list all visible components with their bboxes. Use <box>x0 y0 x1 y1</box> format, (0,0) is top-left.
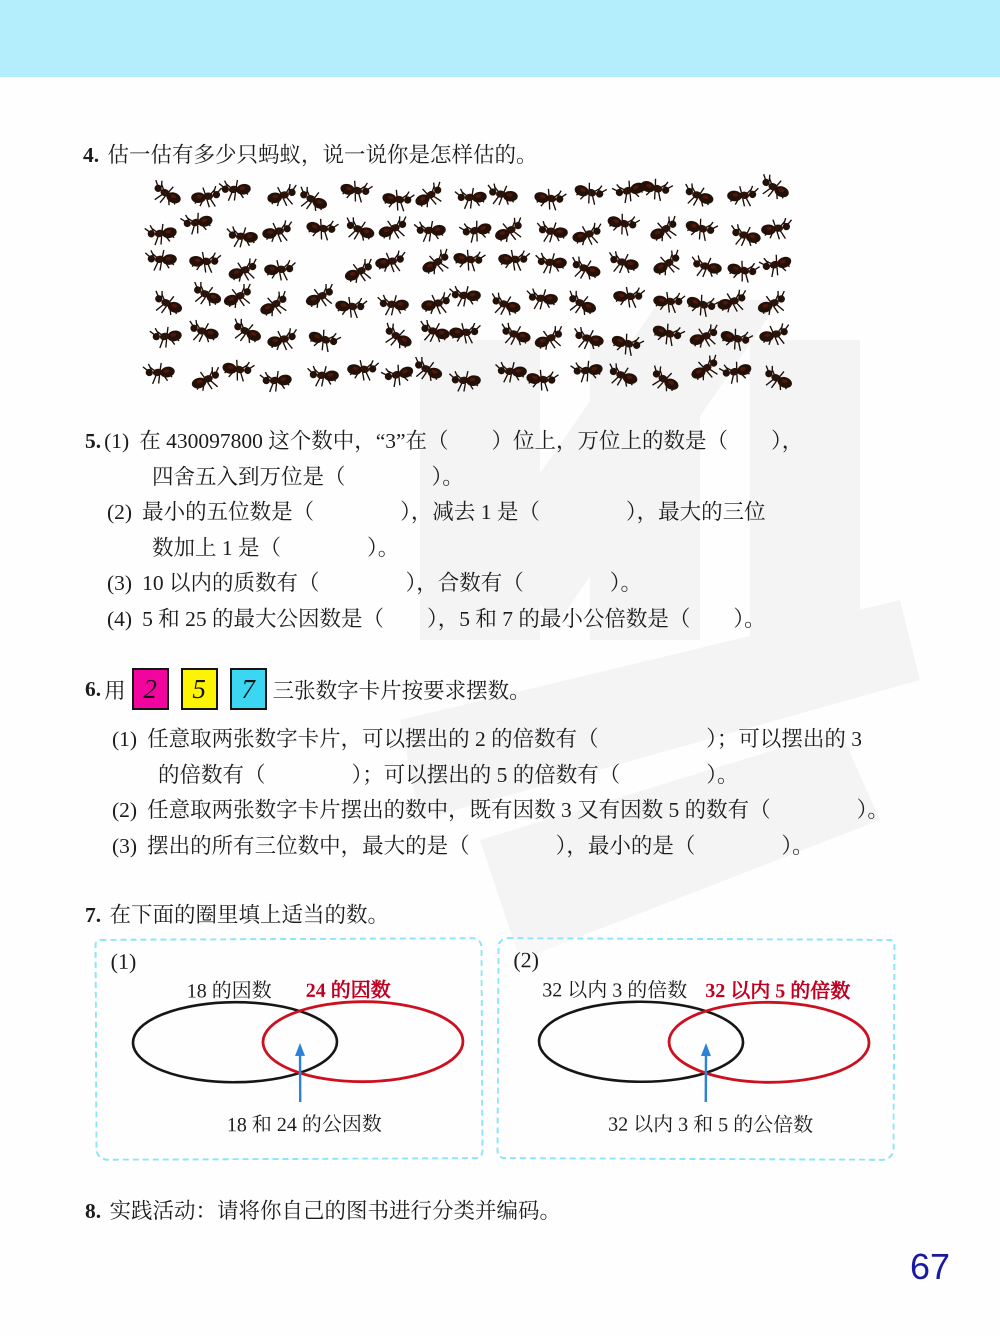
ant-icon <box>139 355 178 389</box>
ant-icon <box>339 213 378 248</box>
ant-icon <box>647 245 689 284</box>
question-6-line: (3) 摆出的所有三位数中，最大的是（ ），最小的是（ ）。 <box>112 833 814 858</box>
ant-icon <box>561 285 602 322</box>
ant-icon <box>535 218 570 247</box>
ant-icon <box>606 324 648 363</box>
ant-icon <box>522 362 562 398</box>
ant-icon <box>565 252 604 286</box>
digit-card-2: 2 <box>132 668 169 710</box>
ant-icon <box>533 248 570 279</box>
question-6-line: 的倍数有（ ）；可以摆出的 5 的倍数有（ ）。 <box>158 762 739 787</box>
ant-icon <box>603 205 645 243</box>
ant-icon <box>145 175 187 213</box>
ant-icon <box>409 177 451 216</box>
ant-icon <box>752 286 792 322</box>
ant-icon <box>602 358 641 393</box>
ant-icon <box>302 320 344 359</box>
ant-icon <box>147 285 188 322</box>
question-6-line: (2) 任意取两张数字卡片摆出的数中，既有因数 3 又有因数 5 的数有（ ）。 <box>112 798 889 823</box>
ant-icon <box>224 222 260 252</box>
ant-icon <box>495 243 533 277</box>
ant-icon <box>643 360 685 399</box>
question-5-line: 数加上 1 是（ ）。 <box>152 535 400 560</box>
ant-icon <box>301 211 342 247</box>
ant-icon <box>254 286 296 324</box>
ant-icon <box>644 211 686 250</box>
venn-panel-2 <box>497 937 896 1161</box>
ant-icon <box>257 363 296 398</box>
ant-icon <box>226 313 267 350</box>
ant-icon <box>567 354 607 390</box>
ant-icon <box>757 320 793 350</box>
venn2-intersection-label: 32 以内 3 和 5 的公倍数 <box>608 1113 814 1137</box>
ant-icon <box>305 360 342 392</box>
ant-icon <box>530 321 570 357</box>
ant-icon <box>649 285 688 320</box>
ant-icon <box>373 247 408 276</box>
ant-icon <box>569 323 606 354</box>
watermark <box>360 300 920 1000</box>
ant-icon <box>727 221 764 252</box>
ant-icon <box>262 254 299 286</box>
question-5-line: 5. (1) 在 430097800 这个数中，“3”在（ ）位上，万位上的数是（ ）， <box>85 429 804 453</box>
ant-icon <box>185 277 225 313</box>
ant-icon <box>186 245 224 279</box>
ant-icon <box>265 325 301 356</box>
ant-icon <box>679 178 718 212</box>
ant-icon <box>688 252 724 282</box>
top-band <box>0 0 1000 77</box>
ant-icon <box>715 353 757 391</box>
ant-icon <box>184 316 221 348</box>
page-number: 67 <box>910 1246 951 1287</box>
digit-card-7: 7 <box>230 668 267 710</box>
ant-icon <box>647 314 689 353</box>
ant-icon <box>680 210 722 249</box>
ant-icon <box>449 241 489 277</box>
venn2-right-set-label: 32 以内 5 的倍数 <box>705 980 851 1003</box>
ant-icon <box>260 217 296 247</box>
ant-icon <box>446 279 483 311</box>
venn1-intersection-label: 18 和 24 的公因数 <box>226 1113 382 1137</box>
ant-icon <box>446 317 483 349</box>
ant-icon <box>570 174 612 212</box>
ant-icon <box>530 181 570 217</box>
question-5-line: 四舍五入到万位是（ ）。 <box>152 464 464 489</box>
ant-icon <box>375 211 415 246</box>
ant-icon <box>335 173 376 210</box>
panel-1-label: (1) <box>110 948 137 974</box>
question-6-items <box>0 722 1000 864</box>
question-4-text: 4. 估一估有多少只蚂蚁，说一说你是怎样估的。 <box>83 143 538 167</box>
ant-icon <box>216 173 255 207</box>
ant-icon <box>146 319 185 354</box>
ants-image <box>148 180 796 392</box>
venn2-left-set-label: 32 以内 3 的倍数 <box>542 979 688 1002</box>
ant-icon <box>569 219 607 252</box>
ant-icon <box>760 215 794 243</box>
ant-icon <box>376 318 418 357</box>
ant-icon <box>485 180 520 210</box>
ant-icon <box>524 284 560 314</box>
question-5-line: (4) 5 和 25 的最大公因数是（ ），5 和 7 的最小公倍数是（ ）。 <box>107 606 766 631</box>
question-4-number: 4. <box>83 143 100 167</box>
venn1-right-set-label: 24 的因数 <box>305 979 391 1002</box>
ant-icon <box>714 286 752 319</box>
ant-icon <box>142 244 180 277</box>
ant-icon <box>344 354 382 387</box>
venn1-diagram <box>103 997 475 1107</box>
question-6-line: (1) 任意取两张数字卡片，可以摆出的 2 的倍数有（ ）；可以摆出的 3 <box>112 727 862 751</box>
digit-card-5: 5 <box>181 668 218 710</box>
ant-icon <box>610 280 648 313</box>
venn-panel-1 <box>95 937 484 1161</box>
ant-icon <box>756 360 797 397</box>
question-5-line: (3) 10 以内的质数有（ ），合数有（ ）。 <box>107 571 642 596</box>
ant-icon <box>754 245 796 284</box>
venn1-left-set-label: 18 的因数 <box>186 980 272 1003</box>
ant-icon <box>332 289 371 324</box>
question-8-text: 8. 实践活动：请将你自己的图书进行分类并编码。 <box>85 1199 562 1223</box>
ant-icon <box>411 214 450 248</box>
venn-panels <box>95 938 895 1160</box>
ant-icon <box>605 248 641 279</box>
venn2-diagram <box>505 997 885 1107</box>
question-6-header: 6. 用 2 5 7 三张数字卡片按要求摆数。 <box>85 668 531 710</box>
ant-icon <box>715 319 757 358</box>
ant-icon <box>486 289 524 322</box>
question-5 <box>0 424 1000 638</box>
panel-2-label: (2) <box>513 947 540 973</box>
ant-icon <box>374 289 411 320</box>
ant-icon <box>496 318 534 351</box>
ant-icon <box>447 364 485 396</box>
question-7-text: 7. 在下面的圈里填上适当的数。 <box>85 903 390 927</box>
question-5-line: (2) 最小的五位数是（ ），减去 1 是（ ），最大的三位 <box>107 500 766 525</box>
